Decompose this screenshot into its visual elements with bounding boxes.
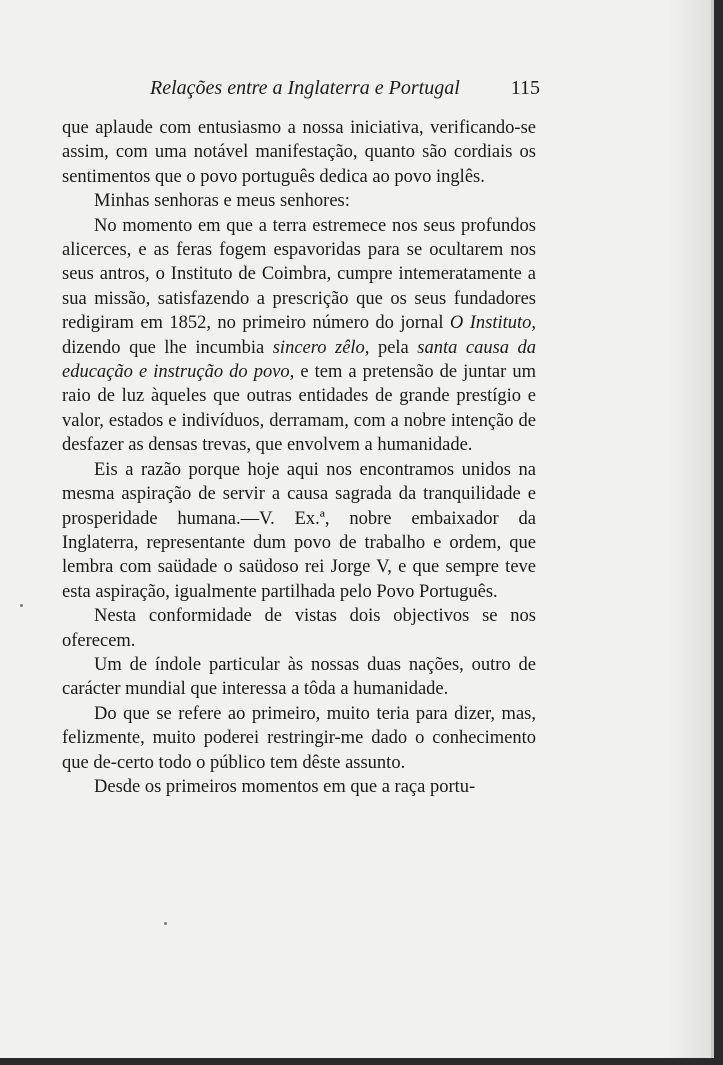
- running-header: [62, 74, 540, 106]
- body-text: [62, 116, 536, 799]
- journal-title-italic: O Instituto,: [449, 313, 537, 334]
- paragraph-3: [62, 214, 536, 458]
- paragraph-7: Do que se refere ao primeiro, muito teria para dizer, mas, felizmente, muito poderei restringir-me dado o conhecimento que de-certo todo o público tem dêste assunto.: [62, 703, 536, 773]
- paragraph-5: Nesta conformidade de vistas dois objectivos se nos oferecem.: [62, 606, 536, 651]
- running-title: Relações entre a Inglaterra e Portugal: [150, 77, 460, 99]
- paper-speck: [20, 604, 23, 607]
- paragraph-1: que aplaude com entusiasmo a nossa iniciativa, verificando-se assim, com uma notável manifestação, quanto são cordiais os sentimentos que o povo português dedica ao povo inglês.: [62, 118, 536, 187]
- paragraph-3-text-c: pela: [369, 337, 418, 358]
- paragraph-salutation: Minhas senhoras e meus senhores:: [94, 191, 350, 212]
- paragraph-6: Um de índole particular às nossas duas nações, outro de carácter mundial que interessa a tôda a humanidade.: [62, 654, 536, 700]
- paragraph-3-text-b: dizendo que lhe incumbia: [62, 337, 273, 358]
- paragraph-3-text-a: No momento em que a terra estremece nos seus profundos alicerces, e as feras fogem espavoridas para se ocultarem nos seus antros, o Instituto de Coimbra, cumpre intemeratamente a sua missão, satisfazendo a prescrição que os seus fundadores redigiram em 1852, no primeiro número do jornal: [62, 215, 536, 334]
- paragraph-8: Desde os primeiros momentos em que a raça portu-: [94, 776, 476, 797]
- paper-speck: [164, 922, 167, 925]
- paragraph-3-text-d: e tem a pretensão de juntar um raio de luz àqueles que outras entidades de grande prestígio e valor, estados e indivíduos, derramam, com a nobre intenção de desfazer as densas trevas, que envolvem a humanidade.: [62, 362, 536, 456]
- quote-italic-1: sincero zêlo,: [272, 337, 370, 358]
- paragraph-4: Eis a razão porque hoje aqui nos encontramos unidos na mesma aspiração de servir a causa sagrada da tranquilidade e prosperidade humana.—V. Ex.ª, nobre embaixador da Inglaterra, representante dum povo de trabalho e ordem, que lembra com saüdade o saüdoso rei Jorge V, e que sempre teve esta aspiração, igualmente partilhada pelo Povo Português.: [62, 459, 536, 602]
- page-number: 115: [510, 77, 540, 99]
- quote-italic-2: santa causa da educação e instrução do povo,: [62, 337, 537, 383]
